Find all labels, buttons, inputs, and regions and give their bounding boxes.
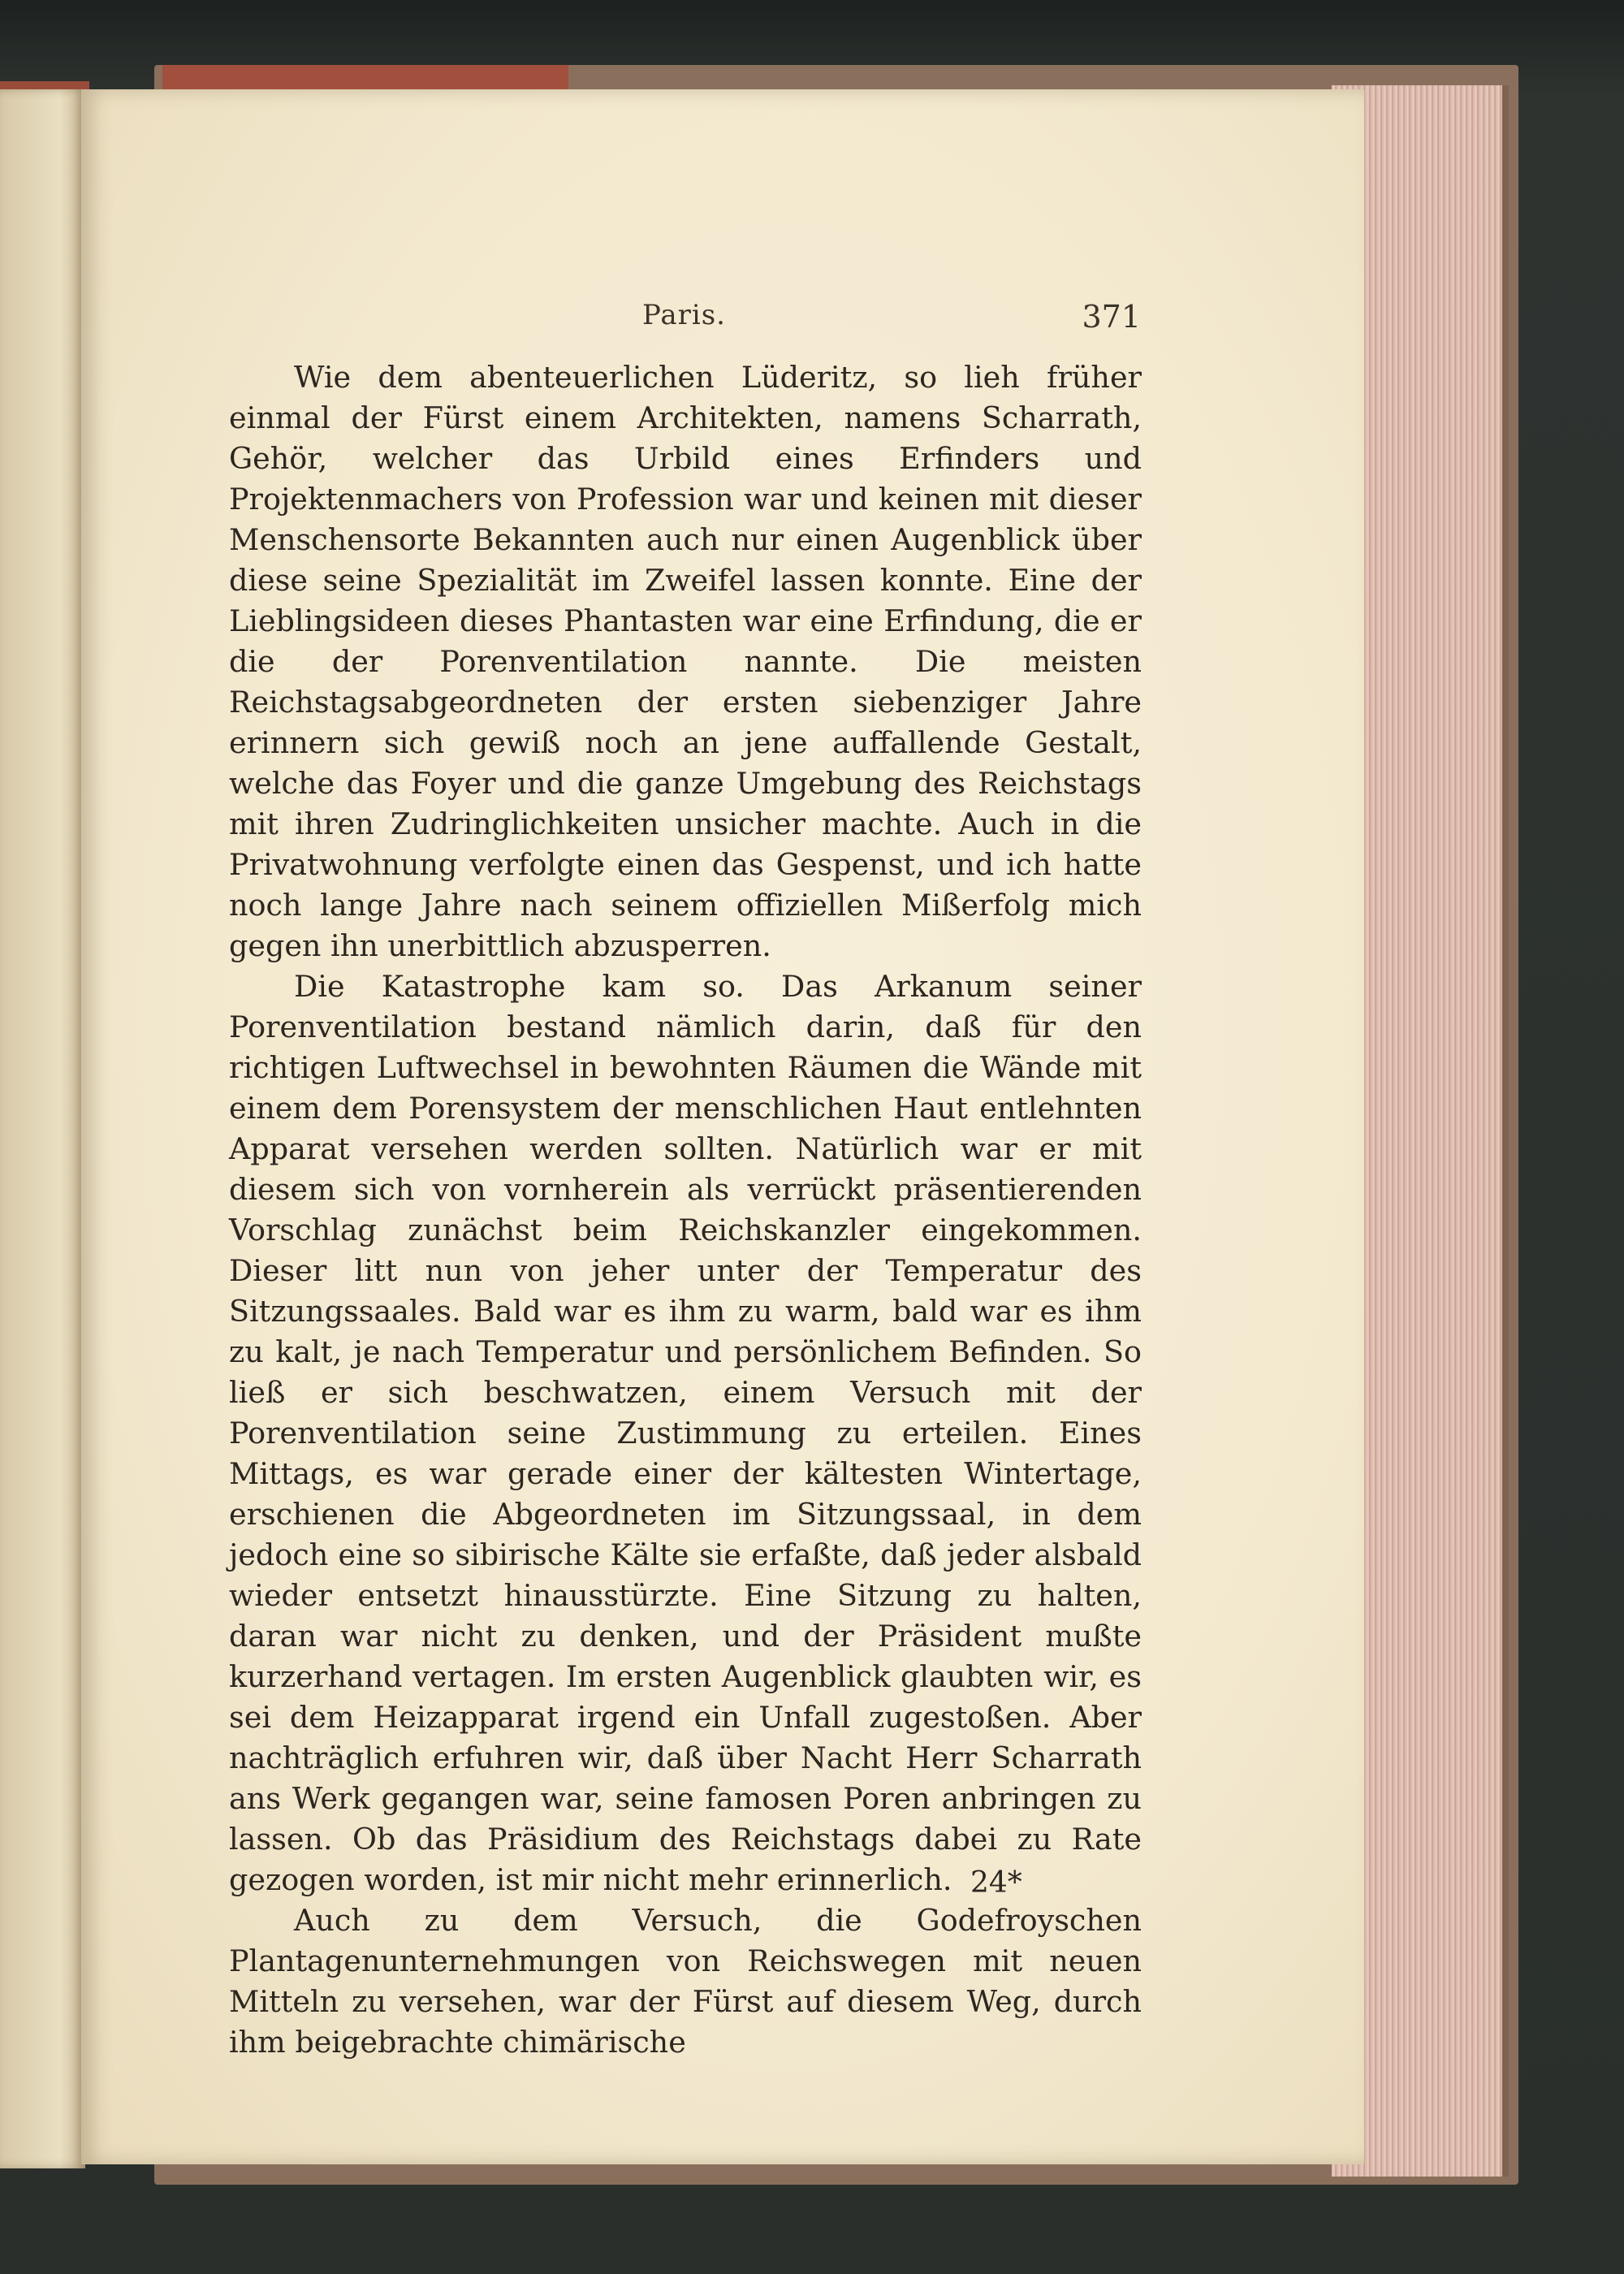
running-head	[227, 299, 1141, 339]
page-number: 371	[1082, 299, 1141, 335]
left-page	[0, 89, 85, 2168]
signature-mark: 24*	[970, 1866, 1022, 1900]
paragraph: Auch zu dem Versuch, die Godefroyschen Plantagenunternehmungen von Reichswegen mit neuen Mitteln zu versehen, war der Fürst auf diesem Weg, durch ihm beigebrachte chimärische	[229, 1903, 1142, 2060]
running-title: Paris.	[641, 299, 726, 331]
body-text	[229, 357, 1142, 2063]
paragraph: Wie dem abenteuerlichen Lüderitz, so lieh früher einmal der Fürst einem Architekten, namens Scharrath, Gehör, welcher das Urbild eines Erfinders und Projektenmachers von Profession war und keinen mit dieser Menschensorte Bekannten auch nur einen Augenblick über diese seine Spezialität im Zweifel lassen konnte. Eine der Lieblingsideen dieses Phantasten war eine Erfindung, die er die der Porenventilation nannte. Die meisten Reichstagsabgeordneten der ersten siebenziger Jahre erinnern sich gewiß noch an jene auffallende Gestalt, welche das Foyer und die ganze Umgebung des Reichstags mit ihren Zudringlichkeiten unsicher machte. Auch in die Privatwohnung verfolgte einen das Gespenst, und ich hatte noch lange Jahre nach seinem offiziellen Mißerfolg mich gegen ihn unerbittlich abzusperren.	[229, 360, 1142, 963]
book-cover-edge	[162, 65, 568, 89]
paragraph: Die Katastrophe kam so. Das Arkanum seiner Porenventilation bestand nämlich darin, daß für den richtigen Luftwechsel in bewohnten Räumen die Wände mit einem dem Porensystem der menschlichen Haut entlehnten Apparat versehen werden sollten. Natürlich war er mit diesem sich von vornherein als verrückt präsentierenden Vorschlag zunächst beim Reichskanzler eingekommen. Dieser litt nun von jeher unter der Temperatur des Sitzungssaales. Bald war es ihm zu warm, bald war es ihm zu kalt, je nach Temperatur und persönlichem Befinden. So ließ er sich beschwatzen, einem Versuch mit der Porenventilation seine Zustimmung zu erteilen. Eines Mittags, es war gerade einer der kältesten Wintertage, erschienen die Abgeordneten im Sitzungssaal, in dem jedoch eine so sibirische Kälte sie erfaßte, daß jeder alsbald wieder entsetzt hinausstürzte. Eine Sitzung zu halten, daran war nicht zu denken, und der Präsident mußte kurzerhand vertagen. Im ersten Augenblick glaubten wir, es sei dem Heizapparat irgend ein Unfall zugestoßen. Aber nachträglich erfuhren wir, daß über Nacht Herr Scharrath ans Werk gegangen war, seine famosen Poren anbringen zu lassen. Ob das Präsidium des Reichstags dabei zu Rate gezogen worden, ist mir nicht mehr erinnerlich.	[229, 969, 1142, 1897]
